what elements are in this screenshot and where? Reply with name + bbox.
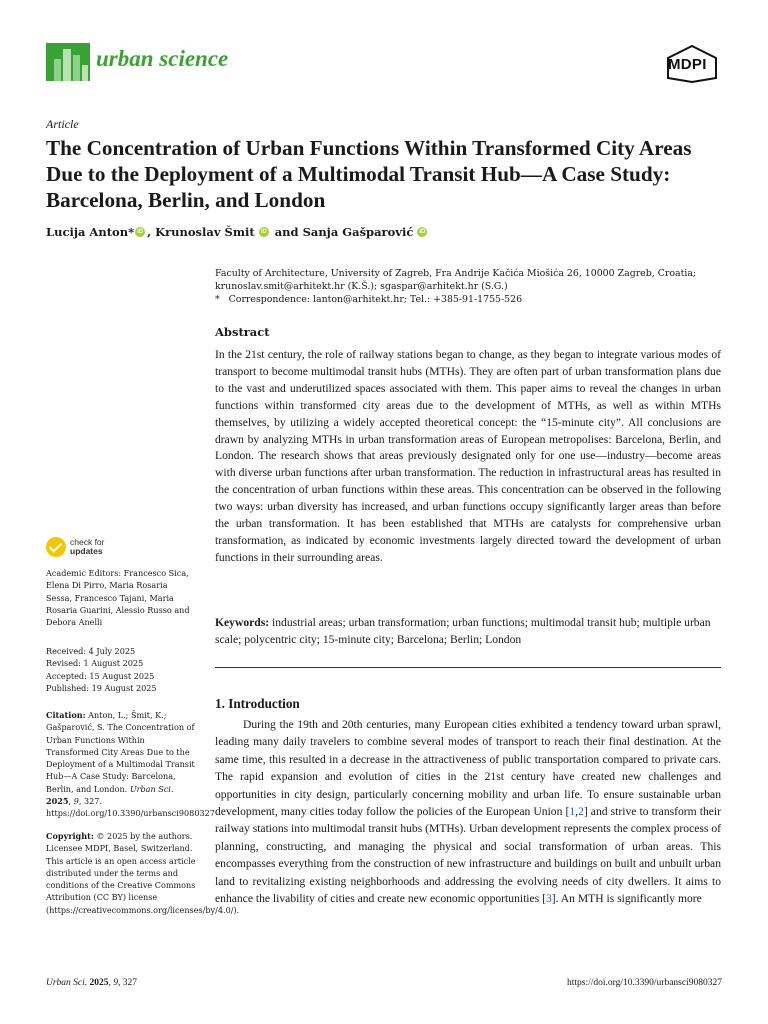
citation-link[interactable]: 1 xyxy=(569,805,576,819)
author-name: Sanja Gašparović xyxy=(302,225,414,239)
copyright-text: © 2025 by the authors. Licensee MDPI, Basel, Switzerland. This article is an open access article distributed under the terms and conditions of the Creative Commons Attribution (CC BY) license (https://creativecommons.org/licenses/by/4.0/). xyxy=(46,831,240,915)
footer-year: 2025 xyxy=(89,978,109,988)
footer-doi-link[interactable]: https://doi.org/10.3390/urbansci9080327 xyxy=(567,978,722,988)
citation-link[interactable]: 3 xyxy=(545,892,552,906)
citation-volume: 9 xyxy=(73,796,79,807)
author-separator: and xyxy=(270,225,303,239)
correspondence-line: * Correspondence: lanton@arhitekt.hr; Tel.: +385-91-1755-526 xyxy=(215,294,523,305)
citation-label: Citation: xyxy=(46,710,86,720)
orcid-icon[interactable]: iD xyxy=(419,229,426,235)
author-list xyxy=(46,225,429,239)
citation-year: 2025 xyxy=(46,796,69,807)
article-title: The Concentration of Urban Functions Within Transformed City Areas Due to the Deployment of a Multimodal Transit Hub—A Case Study: Barcelona, Berlin, and London xyxy=(46,136,692,212)
footer-journal: Urban Sci. xyxy=(46,978,88,988)
keywords-list: industrial areas; urban transformation; urban functions; multimodal transit hub; multiple urban scale; polycentric city; 15-minute city; Barcelona; Berlin; London xyxy=(215,616,711,646)
keywords-label: Keywords: xyxy=(215,616,270,629)
divider xyxy=(215,667,721,668)
date-received: Received: 4 July 2025 xyxy=(46,646,136,656)
date-revised: Revised: 1 August 2025 xyxy=(46,658,144,669)
keywords xyxy=(215,615,721,649)
affiliation-line: Faculty of Architecture, University of Zagreb, Fra Andrije Kačića Miošića 26, 10000 Zagreb, Croatia; xyxy=(215,268,697,279)
check-updates-label: check for xyxy=(70,537,105,547)
citation-block: Citation: Anton, L.; Šmit, K.; Gašparović, S. The Concentration of Urban Functions Within Transformed City Areas Due to the Deployment of a Multimodal Transit Hub—A Case Study: Barcelona, Berlin, and London. Urban Sci. 2025, 9, 327. https://doi.org/10.3390/urbansci9080327 xyxy=(46,710,215,819)
abstract-text: In the 21st century, the role of railway stations began to change, as they began to integrate various modes of transport to become multimodal transit hubs (MTHs). They are often part of urban transformation plans due to the vast and underutilized spaces associated with them. This paper aims to reveal the changes in urban functions within transformed city areas due to the development of MTHs, as well as within MTHs themselves, by utilizing a widely accepted theoretical concept: the “15-minute city”. All conclusions are drawn by analyzing MTHs in urban transformation areas of European metropolises: Barcelona, Berlin, and London. The research shows that areas previously designated only for one use—industry—become areas with diverse urban functions after urban transformation. The reduction in infrastructural areas has resulted in the concentration of urban functions within these areas. This concentration can be observed in the following two ways: urban diversity has increased, and urban functions occupy significantly larger areas than before the urban transformation. It has been established that MTHs are catalysts for comprehensive urban transformation, as indicated by economic investments largely directed toward the development of urban functions in their surrounding areas. xyxy=(215,348,721,564)
publication-dates xyxy=(46,645,196,694)
author-name: Krunoslav Šmit xyxy=(155,225,255,239)
author-name: Lucija Anton xyxy=(46,225,129,239)
citation-text: Anton, L.; Šmit, K.; Gašparović, S. The Concentration of Urban Functions Within Transformed City Areas Due to the Deployment of a Multimodal Transit Hub—A Case Study: Barcelona, Berlin, and London. xyxy=(46,710,195,794)
article-type: Article xyxy=(46,117,79,131)
author-separator: , xyxy=(147,225,156,239)
citation-link[interactable]: 2 xyxy=(578,805,584,819)
copyright-label: Copyright: xyxy=(46,831,94,841)
check-icon xyxy=(46,537,66,557)
academic-editors: Academic Editors: Francesco Sica, Elena Di Pirro, Maria Rosaria Sessa, Francesco Tajani, Maria Rosaria Guarini, Alessio Russo and Debora Anelli xyxy=(46,568,190,628)
check-for-updates-badge[interactable] xyxy=(46,537,105,557)
mdpi-logo-text: MDPI xyxy=(668,56,707,73)
citation-doi[interactable]: , 327. https://doi.org/10.3390/urbansci9080327 xyxy=(46,796,215,819)
affiliations xyxy=(215,267,696,306)
citation-journal: Urban Sci. xyxy=(129,783,174,794)
orcid-icon[interactable]: iD xyxy=(260,229,267,235)
footer-volume: 9 xyxy=(113,978,119,988)
journal-logo xyxy=(46,43,90,81)
check-updates-label: updates xyxy=(70,546,103,556)
affiliation-line: krunoslav.smit@arhitekt.hr (K.Š.); sgaspar@arhitekt.hr (S.G.) xyxy=(215,281,508,292)
footer-citation: Urban Sci. 2025, 9, 327 xyxy=(46,978,138,988)
orcid-icon[interactable]: iD xyxy=(137,229,144,235)
journal-name[interactable]: urban science xyxy=(96,46,229,71)
date-accepted: Accepted: 15 August 2025 xyxy=(46,670,155,681)
corresponding-mark: * xyxy=(128,225,135,239)
section-heading: 1. Introduction xyxy=(215,696,300,711)
copyright-block xyxy=(46,830,240,916)
abstract-heading: Abstract xyxy=(215,325,270,339)
introduction-paragraph: During the 19th and 20th centuries, many European cities exhibited a tendency toward urban sprawl, leading many daily travelers to combine several modes of transport to reach their final destination. At the same time, this resulted in a decrease in the attractiveness of public transportation compared to private cars. The rapid expansion and evolution of cities in the 21st century have created new challenges and opportunities in city design, particularly concerning mobility and urban life. To ensure sustainable urban development, many cities today follow the policies of the European Union [1,2] and strive to transform their railway stations into multimodal transit hubs (MTHs). Urban development represents the complex process of planning, constructing, and managing the physical and social transformation of urban areas. This encompasses everything from the construction of new infrastructure and buildings on built and unbuilt urban land to revitalizing existing neighborhoods and addressing the evolving needs of city dwellers. It aims to enhance the livability of cities and create new economic opportunities [3]. An MTH is significantly more xyxy=(215,718,722,906)
footer-page: , 327 xyxy=(118,978,138,988)
date-published: Published: 19 August 2025 xyxy=(46,682,157,693)
